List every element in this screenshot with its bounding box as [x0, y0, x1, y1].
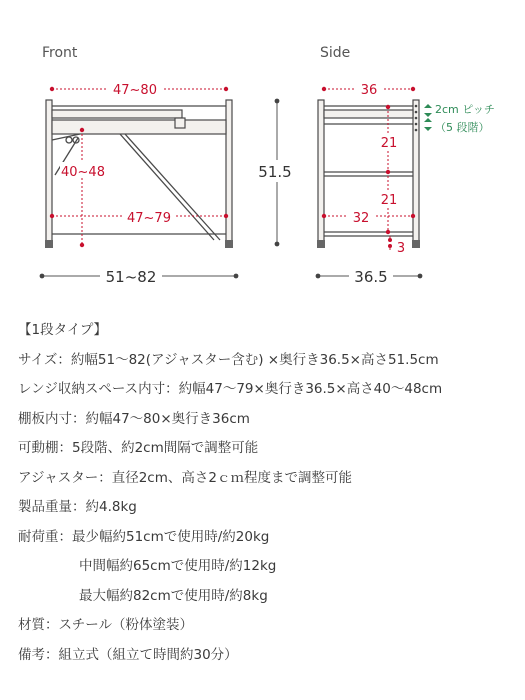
side-bottom-depth-label: 32: [352, 211, 370, 226]
spec-adjuster: アジャスター：直径2cm、高さ2ｃｍ程度まで調整可能: [18, 469, 352, 486]
side-lower-height-label: 21: [380, 193, 398, 208]
spec-weight: 製品重量：約4.8kg: [18, 499, 137, 515]
front-overall-width-label: 51~82: [105, 268, 157, 286]
spec-list: [18, 316, 518, 670]
spec-load-3: 最大幅約82cmで使用時/約8kg: [79, 587, 268, 604]
spec-load-1: 耐荷重：最少幅約51cmで使用時/約20kg: [18, 528, 270, 545]
side-top-depth-label: 36: [360, 83, 378, 98]
total-height-label: 51.5: [258, 163, 292, 181]
front-view-label: Front: [42, 45, 78, 61]
front-top-width-label: 47~80: [113, 83, 157, 98]
side-overall-depth-label: 36.5: [354, 268, 388, 286]
side-view-label: Side: [320, 45, 351, 61]
spec-notes: 備考：組立式（組立て時間約30分）: [18, 646, 238, 663]
side-foot-height-label: 3: [396, 241, 406, 256]
spec-adjustable-shelf: 可動棚：5段階、約2cm間隔で調整可能: [18, 440, 259, 456]
dimension-diagram: [0, 0, 525, 300]
spec-range-inner: レンジ収納スペース内寸：約幅47～79×奥行き36.5×高さ40～48cm: [18, 381, 443, 397]
spec-material: 材質：スチール（粉体塗装）: [18, 617, 193, 633]
front-inner-height-label: 40~48: [61, 165, 105, 180]
spec-shelf-inner: 棚板内寸：約幅47～80×奥行き36cm: [18, 410, 250, 427]
front-bottom-width-label: 47~79: [127, 211, 171, 226]
pitch-note-line-2: （5 段階）: [435, 121, 490, 134]
spec-title: 【1段タイプ】: [18, 322, 108, 338]
pitch-markers: [424, 104, 432, 131]
pitch-note-line-1: 2cm ピッチ: [435, 103, 495, 116]
side-upper-height-label: 21: [380, 136, 398, 151]
spec-load-2: 中間幅約65cmで使用時/約12kg: [79, 558, 277, 574]
spec-size: サイズ：約幅51～82(アジャスター含む) ×奥行き36.5×高さ51.5cm: [18, 351, 439, 368]
